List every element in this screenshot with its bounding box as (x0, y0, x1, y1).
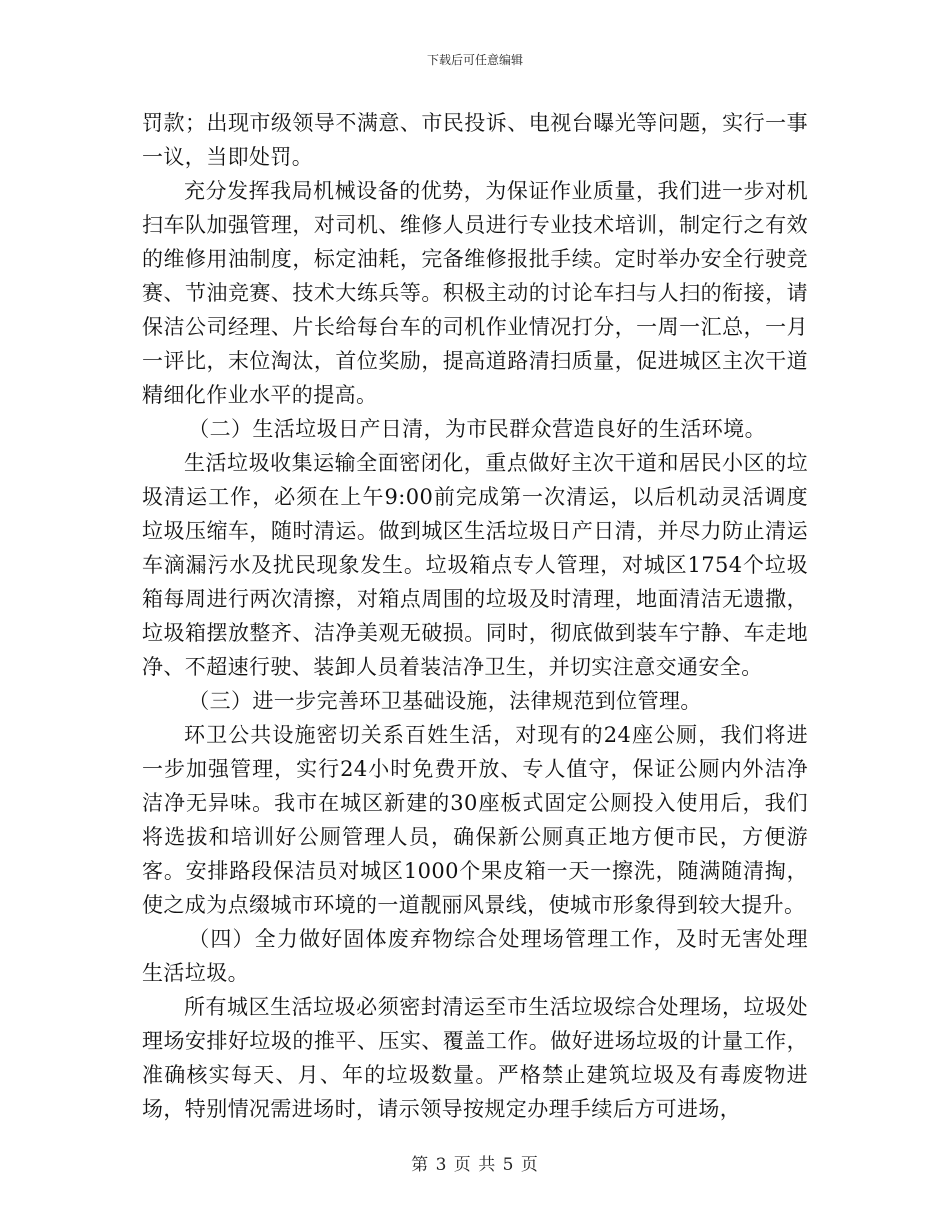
document-body (142, 106, 808, 1126)
paragraph-continuation: 罚款；出现市级领导不满意、市民投诉、电视台曝光等问题，实行一事一议，当即处罚。 (142, 111, 808, 169)
paragraph-waste-treatment: 所有城区生活垃圾必须密封清运至市生活垃圾综合处理场，垃圾处理场安排好垃圾的推平、压实、覆盖工作。做好进场垃圾的计量工作，准确核实每天、月、年的垃圾数量。严格禁止建筑垃圾及有毒废物进场，特别情况需进场时，请示领导按规定办理手续后方可进场， (142, 995, 808, 1121)
section-heading-4: （四）全力做好固体废弃物综合处理场管理工作，及时无害处理生活垃圾。 (142, 927, 808, 985)
section-heading-2: （二）生活垃圾日产日清，为市民群众营造良好的生活环境。 (188, 417, 766, 441)
paragraph-machinery-management: 充分发挥我局机械设备的优势，为保证作业质量，我们进一步对机扫车队加强管理，对司机、维修人员进行专业技术培训，制定行之有效的维修用油制度，标定油耗，完备维修报批手续。定时举办安全行驶竞赛、节油竞赛、技术大练兵等。积极主动的讨论车扫与人扫的衔接，请保洁公司经理、片长给每台车的司机作业情况打分，一周一汇总，一月一评比，末位淘汰，首位奖励，提高道路清扫质量，促进城区主次干道精细化作业水平的提高。 (142, 179, 808, 407)
page-number: 第 3 页 共 5 页 (411, 1155, 539, 1175)
section-heading-3: （三）进一步完善环卫基础设施，法律规范到位管理。 (188, 689, 702, 713)
page-header: 下载后可任意编辑 (426, 53, 523, 67)
paragraph-garbage-collection: 生活垃圾收集运输全面密闭化，重点做好主次干道和居民小区的垃圾清运工作，必须在上午9:00前完成第一次清运，以后机动灵活调度垃圾压缩车，随时清运。做到城区生活垃圾日产日清，并尽力防止清运车滴漏污水及扰民现象发生。垃圾箱点专人管理，对城区1754个垃圾箱每周进行两次清擦，对箱点周围的垃圾及时清理，地面清洁无遗撒，垃圾箱摆放整齐、洁净美观无破损。同时，彻底做到装车宁静、车走地净、不超速行驶、装卸人员着装洁净卫生，并切实注意交通安全。 (142, 451, 808, 679)
paragraph-public-toilets: 环卫公共设施密切关系百姓生活，对现有的24座公厕，我们将进一步加强管理，实行24小时免费开放、专人值守，保证公厕内外洁净洁净无异味。我市在城区新建的30座板式固定公厕投入使用后，我们将选拔和培训好公厕管理人员，确保新公厕真正地方便市民，方便游客。安排路段保洁员对城区1000个果皮箱一天一擦洗，随满随清掏，使之成为点缀城市环境的一道靓丽风景线，使城市形象得到较大提升。 (142, 723, 808, 917)
